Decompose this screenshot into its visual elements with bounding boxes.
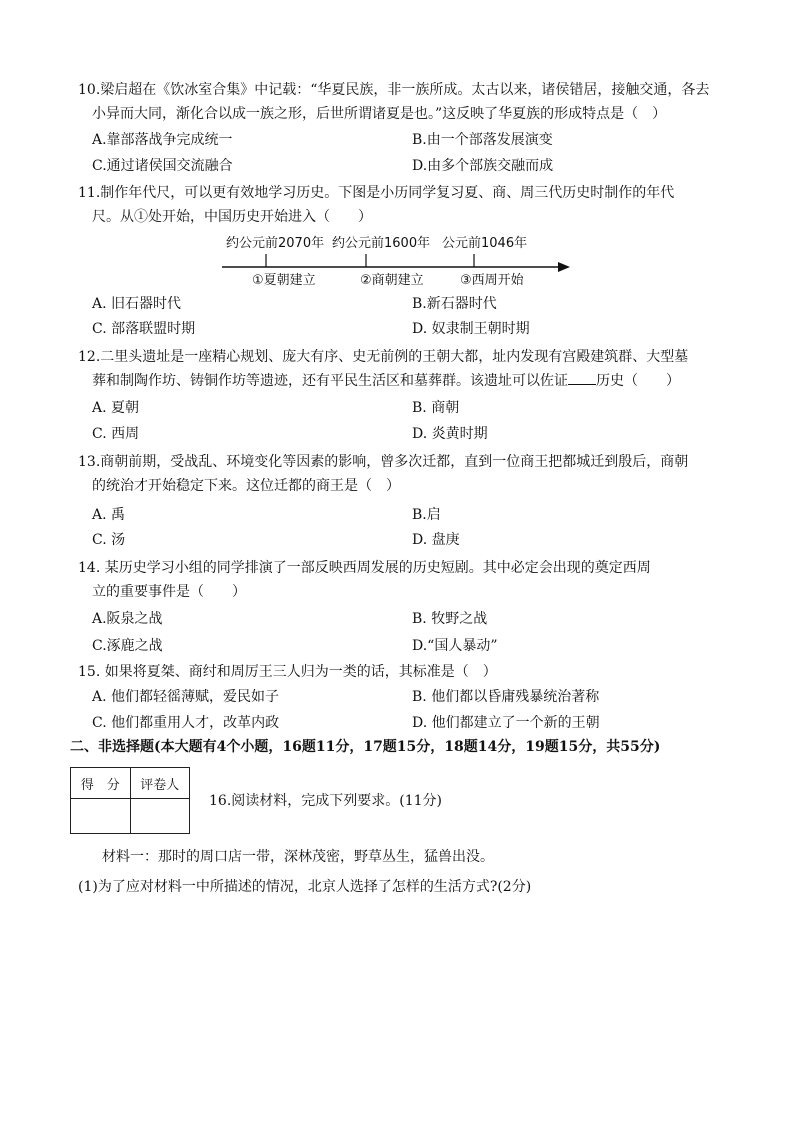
timeline-event-2: ②商朝建立 <box>360 273 424 288</box>
q10-option-c: C.通过诸侯国交流融合 <box>92 158 233 174</box>
q12-line2 <box>78 369 728 393</box>
q14-stem <box>78 556 728 604</box>
q14-line2: 立的重要事件是（ ） <box>92 584 246 600</box>
q11-line2: 尺。从①处开始，中国历史开始进入（ ） <box>92 209 372 225</box>
q10-line1: 10.梁启超在《饮冰室合集》中记载：“华夏民族，非一族所成。太古以来，诸侯错居，接触交通，各去 <box>78 82 710 98</box>
grader-cell <box>130 799 190 834</box>
q12-line2-end: 历史（ ） <box>596 373 680 389</box>
q10-option-a: A.靠部落战争完成统一 <box>92 132 233 148</box>
q13-option-a: A. 禹 <box>92 507 126 523</box>
q12-line2-text: 葬和制陶作坊、铸铜作坊等遗迹，还有平民生活区和墓葬群。该遗址可以佐证 <box>92 373 568 389</box>
timeline-date-3: 公元前1046年 <box>442 236 528 251</box>
q14-option-b: B. 牧野之战 <box>412 611 488 627</box>
q12-stem <box>78 345 728 393</box>
q13-option-b: B.启 <box>412 507 441 523</box>
grader-header: 评卷人 <box>130 768 190 799</box>
q12-option-c: C. 西周 <box>92 426 140 442</box>
q14-option-a: A.阪泉之战 <box>92 611 163 627</box>
score-table <box>70 767 190 834</box>
timeline-ruler <box>220 232 580 292</box>
q11-option-d: D. 奴隶制王朝时期 <box>412 321 530 337</box>
q14-line1: 14. 某历史学习小组的同学排演了一部反映西周发展的历史短剧。其中必定会出现的奠定西周 <box>78 560 651 576</box>
q14-option-d: D.“国人暴动” <box>412 638 498 654</box>
section-heading: 二、非选择题(本大题有4个小题，16题11分，17题15分，18题14分，19题15分，共55分) <box>70 739 661 755</box>
score-header: 得 分 <box>71 768 131 799</box>
q10-stem <box>78 78 728 126</box>
timeline-date-2: 约公元前1600年 <box>332 236 431 251</box>
q16-material1: 材料一：那时的周口店一带，深林茂密，野草丛生，猛兽出没。 <box>102 849 494 865</box>
q10-option-d: D.由多个部族交融而成 <box>412 158 554 174</box>
q14-option-c: C.涿鹿之战 <box>92 638 163 654</box>
q15-option-b: B. 他们都以昏庸残暴统治著称 <box>412 689 600 705</box>
q10-line2: 小异而大同，渐化合以成一族之形，后世所谓诸夏是也。”这反映了华夏族的形成特点是（ ） <box>92 106 667 122</box>
q11-option-c: C. 部落联盟时期 <box>92 321 196 337</box>
q15-stem <box>78 660 728 684</box>
q11-stem <box>78 181 728 229</box>
q16-sub1: (1)为了应对材料一中所描述的情况，北京人选择了怎样的生活方式?(2分) <box>78 879 532 895</box>
q13-line1: 13.商朝前期，受战乱、环境变化等因素的影响，曾多次迁都，直到一位商王把都城迁到殷后，商朝 <box>78 454 689 470</box>
q12-option-d: D. 炎黄时期 <box>412 426 488 442</box>
q13-option-d: D. 盘庚 <box>412 532 460 548</box>
score-cell <box>71 799 131 834</box>
q15-option-a: A. 他们都轻徭薄赋，爱民如子 <box>92 689 280 705</box>
q15-option-d: D. 他们都建立了一个新的王朝 <box>412 715 600 731</box>
answer-blank <box>568 370 596 385</box>
timeline-event-3: ③西周开始 <box>460 273 524 288</box>
q13-line2: 的统治才开始稳定下来。这位迁都的商王是（ ） <box>92 478 400 494</box>
q10-option-b: B.由一个部落发展演变 <box>412 132 553 148</box>
timeline-event-1: ①夏朝建立 <box>252 273 316 288</box>
q15-option-c: C. 他们都重用人才，改革内政 <box>92 715 280 731</box>
q11-option-a: A. 旧石器时代 <box>92 296 182 312</box>
q11-line1: 11.制作年代尺，可以更有效地学习历史。下图是小历同学复习夏、商、周三代历史时制作的年代 <box>78 185 675 201</box>
q12-option-b: B. 商朝 <box>412 400 460 416</box>
q11-option-b: B.新石器时代 <box>412 296 497 312</box>
q15-line1: 15. 如果将夏桀、商纣和周厉王三人归为一类的话，其标准是（ ） <box>78 664 497 680</box>
q12-line1: 12.二里头遗址是一座精心规划、庞大有序、史无前例的王朝大都，址内发现有宫殿建筑群、大型墓 <box>78 349 689 365</box>
q13-option-c: C. 汤 <box>92 532 126 548</box>
q12-option-a: A. 夏朝 <box>92 400 140 416</box>
q13-stem <box>78 450 728 498</box>
q16-title: 16.阅读材料，完成下列要求。(11分) <box>209 793 443 809</box>
timeline-date-1: 约公元前2070年 <box>226 236 325 251</box>
